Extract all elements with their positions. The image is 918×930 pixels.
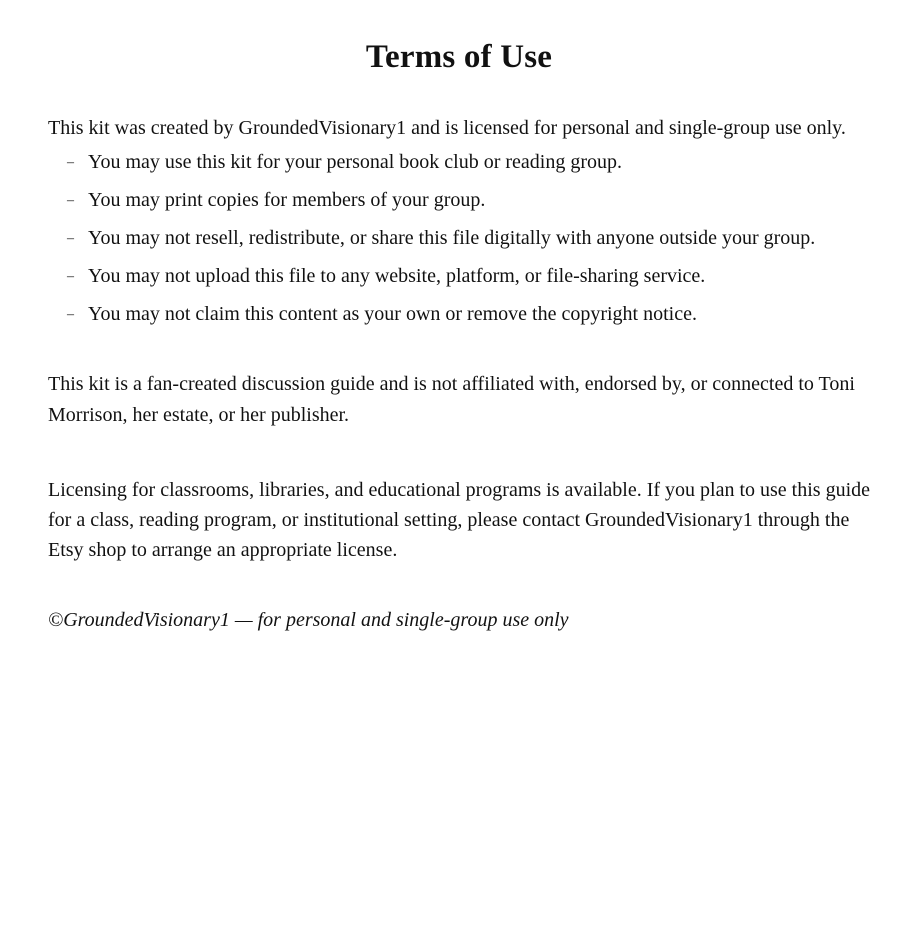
copyright-notice: ©GroundedVisionary1 — for personal and single-group use only	[48, 609, 569, 631]
disclaimer-paragraph: This kit is a fan-created discussion guide and is not affiliated with, endorsed by, or connected to Toni Morrison, her estate, or her publisher.	[48, 373, 855, 426]
usage-rules-list	[48, 147, 870, 330]
rule-item: – You may not claim this content as your own or remove the copyright notice.	[88, 299, 870, 330]
intro-paragraph: This kit was created by GroundedVisionary1 and is licensed for personal and single-group use only.	[48, 117, 846, 139]
rule-item: – You may not upload this file to any website, platform, or file-sharing service.	[88, 261, 870, 292]
rule-item: – You may use this kit for your personal book club or reading group.	[88, 147, 870, 178]
page-title: Terms of Use	[365, 39, 553, 75]
licensing-paragraph: Licensing for classrooms, libraries, and educational programs is available. If you plan to use this guide for a class, reading program, or institutional setting, please contact GroundedVisionary1 through the Etsy shop to arrange an appropriate license.	[48, 479, 871, 561]
rule-item: – You may print copies for members of your group.	[88, 185, 870, 216]
rule-item: – You may not resell, redistribute, or share this file digitally with anyone outside your group.	[88, 223, 870, 254]
